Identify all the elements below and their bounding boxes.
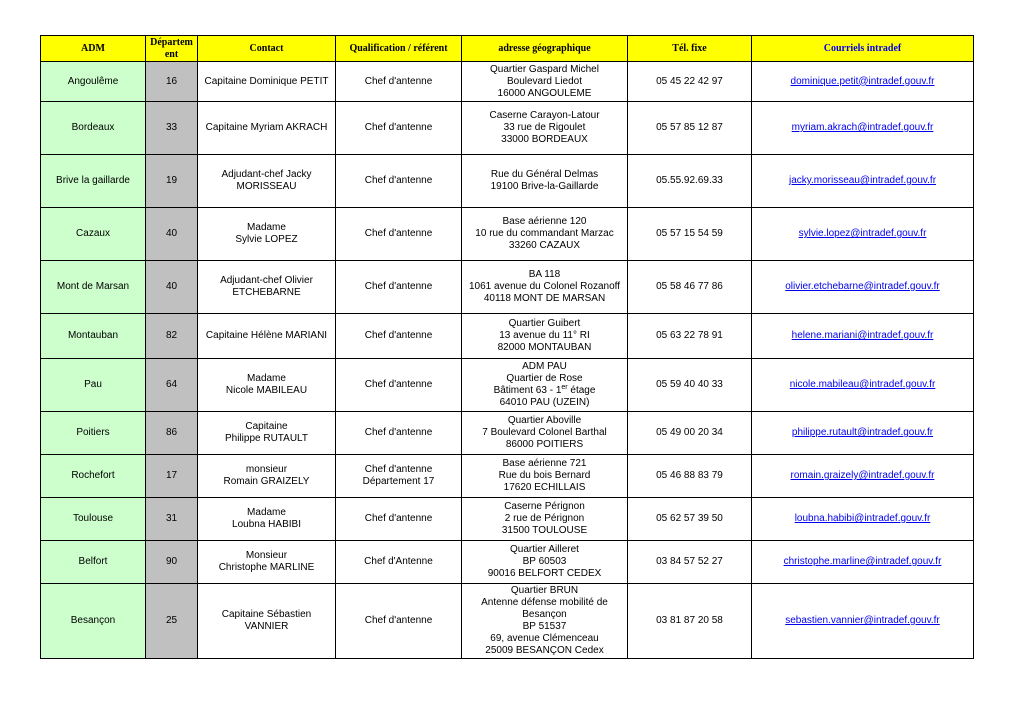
contact-line: Capitaine Myriam AKRACH	[205, 122, 328, 133]
contact-cell	[198, 584, 336, 659]
departement-cell: 17	[146, 455, 198, 498]
email-cell	[752, 261, 974, 314]
address-line: 13 avenue du 11° RI	[499, 330, 590, 341]
contact-cell	[198, 102, 336, 155]
address-cell	[462, 412, 628, 455]
email-cell	[752, 102, 974, 155]
qualification-line: Chef d'antenne	[364, 513, 433, 524]
address-line: Antenne défense mobilité de	[481, 597, 608, 608]
departement-cell: 33	[146, 102, 198, 155]
address-line: 33 rue de Rigoulet	[503, 122, 586, 133]
phone-cell: 03 84 57 52 27	[628, 541, 752, 584]
contact-line: Capitaine Sébastien	[221, 609, 312, 620]
contact-line: Nicole MABILEAU	[225, 385, 308, 396]
contact-line: Sylvie LOPEZ	[235, 234, 298, 245]
email-link[interactable]: olivier.etchebarne@intradef.gouv.fr	[785, 281, 940, 292]
contact-line: Adjudant-chef Olivier	[220, 275, 313, 286]
address-cell	[462, 455, 628, 498]
phone-cell: 05 63 22 78 91	[628, 314, 752, 359]
adm-cell: Angoulême	[41, 62, 146, 102]
table-row	[41, 261, 974, 314]
contact-line: VANNIER	[244, 621, 289, 632]
address-line: 40118 MONT DE MARSAN	[483, 293, 606, 304]
table-row	[41, 314, 974, 359]
header-adm: ADM	[41, 36, 146, 62]
address-cell	[462, 359, 628, 412]
email-cell	[752, 412, 974, 455]
address-line: Quartier Guibert	[508, 318, 581, 329]
contact-line: Monsieur	[245, 550, 288, 561]
contacts-table	[40, 35, 974, 659]
qualification-cell	[336, 455, 462, 498]
address-cell	[462, 584, 628, 659]
email-link[interactable]: helene.mariani@intradef.gouv.fr	[791, 330, 934, 341]
qualification-line: Chef d'antenne	[364, 175, 433, 186]
table-row	[41, 102, 974, 155]
departement-cell: 82	[146, 314, 198, 359]
qualification-cell	[336, 62, 462, 102]
contact-cell	[198, 208, 336, 261]
phone-cell: 05 58 46 77 86	[628, 261, 752, 314]
adm-cell: Toulouse	[41, 498, 146, 541]
adm-cell: Mont de Marsan	[41, 261, 146, 314]
address-line: 2 rue de Pérignon	[504, 513, 585, 524]
email-cell	[752, 359, 974, 412]
qualification-cell	[336, 314, 462, 359]
address-line: 33260 CAZAUX	[508, 240, 581, 251]
adm-cell: Brive la gaillarde	[41, 155, 146, 208]
email-link[interactable]: dominique.petit@intradef.gouv.fr	[790, 75, 935, 87]
contact-line: Capitaine	[245, 421, 288, 432]
phone-cell: 05 45 22 42 97	[628, 62, 752, 102]
contact-cell	[198, 359, 336, 412]
address-line: 10 rue du commandant Marzac	[475, 228, 614, 239]
qualification-line: Chef d'antenne	[364, 379, 433, 390]
contact-cell	[198, 412, 336, 455]
address-line: 19100 Brive-la-Gaillarde	[490, 181, 599, 192]
phone-cell: 05 46 88 83 79	[628, 455, 752, 498]
adm-cell: Montauban	[41, 314, 146, 359]
address-line: BA 118	[528, 269, 561, 280]
contact-line: Loubna HABIBI	[232, 519, 301, 530]
contact-cell	[198, 62, 336, 102]
departement-cell: 64	[146, 359, 198, 412]
email-link[interactable]: philippe.rutault@intradef.gouv.fr	[791, 427, 934, 438]
address-line: Caserne Pérignon	[504, 501, 585, 512]
address-cell	[462, 208, 628, 261]
contact-line: Madame	[247, 507, 286, 518]
address-line: Caserne Carayon-Latour	[489, 110, 600, 121]
address-line: Rue du Général Delmas	[490, 169, 599, 180]
email-cell	[752, 541, 974, 584]
qualification-cell	[336, 208, 462, 261]
contact-line: ETCHEBARNE	[232, 287, 301, 298]
address-line: Boulevard Liedot	[506, 75, 583, 87]
phone-cell: 05 62 57 39 50	[628, 498, 752, 541]
contact-cell	[198, 261, 336, 314]
qualification-cell	[336, 541, 462, 584]
header-address: adresse géographique	[462, 36, 628, 62]
address-cell	[462, 314, 628, 359]
address-line: Quartier Gaspard Michel	[490, 63, 599, 75]
contact-cell	[198, 541, 336, 584]
table-row	[41, 359, 974, 412]
address-line: 90016 BELFORT CEDEX	[487, 568, 602, 579]
header-email: Courriels intradef	[752, 36, 974, 62]
address-cell	[462, 62, 628, 102]
phone-cell: 03 81 87 20 58	[628, 584, 752, 659]
address-cell	[462, 498, 628, 541]
email-link[interactable]: sylvie.lopez@intradef.gouv.fr	[798, 228, 927, 239]
table-row	[41, 541, 974, 584]
departement-cell: 40	[146, 208, 198, 261]
adm-cell: Belfort	[41, 541, 146, 584]
qualification-line: Chef d'antenne	[364, 464, 433, 475]
table-row	[41, 412, 974, 455]
address-line: 82000 MONTAUBAN	[497, 342, 592, 353]
adm-cell: Bordeaux	[41, 102, 146, 155]
phone-cell: 05 49 00 20 34	[628, 412, 752, 455]
qualification-line: Chef d'antenne	[364, 615, 433, 626]
contact-line: Philippe RUTAULT	[225, 433, 308, 444]
departement-cell: 40	[146, 261, 198, 314]
qualification-line: Chef d'antenne	[364, 281, 433, 292]
departement-cell: 19	[146, 155, 198, 208]
qualification-cell	[336, 102, 462, 155]
address-cell	[462, 541, 628, 584]
address-line: Bâtiment 63 - 1er étage	[493, 384, 596, 396]
table-row	[41, 155, 974, 208]
address-line: Rue du bois Bernard	[498, 470, 591, 481]
contact-line: Madame	[247, 373, 286, 384]
header-phone: Tél. fixe	[628, 36, 752, 62]
qualification-line: Chef d'antenne	[364, 122, 433, 133]
departement-cell: 16	[146, 62, 198, 102]
address-line: Quartier de Rose	[506, 373, 583, 384]
address-line: Quartier BRUN	[510, 585, 579, 596]
address-line: 31500 TOULOUSE	[501, 525, 588, 536]
adm-cell: Poitiers	[41, 412, 146, 455]
contact-line: MORISSEAU	[236, 181, 297, 192]
address-line: 1061 avenue du Colonel Rozanoff	[468, 281, 621, 292]
address-line: Besançon	[522, 609, 567, 620]
email-cell	[752, 62, 974, 102]
departement-cell: 90	[146, 541, 198, 584]
email-link[interactable]: romain.graizely@intradef.gouv.fr	[790, 470, 935, 481]
qualification-cell	[336, 261, 462, 314]
phone-cell: 05 57 15 54 59	[628, 208, 752, 261]
contact-cell	[198, 155, 336, 208]
table-row	[41, 208, 974, 261]
email-link[interactable]: sebastien.vannier@intradef.gouv.fr	[785, 615, 940, 626]
qualification-line: Chef d'antenne	[364, 228, 433, 239]
header-row	[41, 36, 974, 62]
contact-line: Madame	[247, 222, 286, 233]
email-link[interactable]: myriam.akrach@intradef.gouv.fr	[791, 122, 934, 133]
address-line: 69, avenue Clémenceau	[490, 633, 599, 644]
header-contact: Contact	[198, 36, 336, 62]
address-line: BP 51537	[522, 621, 567, 632]
table-row	[41, 584, 974, 659]
contact-cell	[198, 498, 336, 541]
qualification-cell	[336, 359, 462, 412]
email-cell	[752, 314, 974, 359]
email-link[interactable]: jacky.morisseau@intradef.gouv.fr	[788, 175, 937, 186]
address-line: 17620 ECHILLAIS	[503, 482, 586, 493]
address-line: 25009 BESANÇON Cedex	[485, 645, 604, 656]
qualification-line: Département 17	[362, 476, 435, 487]
address-line: Base aérienne 120	[502, 216, 587, 227]
qualification-line: Chef d'antenne	[364, 330, 433, 341]
header-departement-text: Département	[150, 36, 193, 60]
email-cell	[752, 208, 974, 261]
header-qualification: Qualification / référent	[336, 36, 462, 62]
contact-line: Christophe MARLINE	[218, 562, 315, 573]
qualification-cell	[336, 498, 462, 541]
qualification-line: Chef d'Antenne	[364, 556, 433, 567]
departement-cell: 25	[146, 584, 198, 659]
table-row	[41, 62, 974, 102]
address-cell	[462, 102, 628, 155]
email-link[interactable]: nicole.mabileau@intradef.gouv.fr	[789, 379, 936, 390]
departement-cell: 31	[146, 498, 198, 541]
phone-cell: 05.55.92.69.33	[628, 155, 752, 208]
address-line: BP 60503	[522, 556, 567, 567]
address-cell	[462, 155, 628, 208]
address-line: 64010 PAU (UZEIN)	[499, 397, 590, 408]
adm-cell: Rochefort	[41, 455, 146, 498]
contact-cell	[198, 314, 336, 359]
contact-line: Capitaine Hélène MARIANI	[205, 330, 328, 341]
address-line: ADM PAU	[522, 361, 567, 372]
email-cell	[752, 584, 974, 659]
departement-cell: 86	[146, 412, 198, 455]
address-line: Quartier Ailleret	[510, 544, 579, 555]
address-line: Base aérienne 721	[502, 458, 587, 469]
qualification-cell	[336, 155, 462, 208]
table-row	[41, 455, 974, 498]
qualification-cell	[336, 584, 462, 659]
address-cell	[462, 261, 628, 314]
adm-cell: Besançon	[41, 584, 146, 659]
email-cell	[752, 155, 974, 208]
contact-line: monsieur	[245, 464, 288, 475]
contact-line: Romain GRAIZELY	[223, 476, 310, 487]
qualification-line: Chef d'antenne	[364, 427, 433, 438]
qualification-cell	[336, 412, 462, 455]
contact-cell	[198, 455, 336, 498]
phone-cell: 05 57 85 12 87	[628, 102, 752, 155]
table-body	[41, 62, 974, 659]
table-row	[41, 498, 974, 541]
header-departement	[146, 36, 198, 62]
contact-line: Capitaine Dominique PETIT	[204, 75, 329, 87]
phone-cell: 05 59 40 40 33	[628, 359, 752, 412]
address-line: 16000 ANGOULEME	[497, 87, 592, 99]
adm-cell: Pau	[41, 359, 146, 412]
contact-line: Adjudant-chef Jacky	[221, 169, 312, 180]
email-link[interactable]: christophe.marline@intradef.gouv.fr	[783, 556, 942, 567]
address-line: 7 Boulevard Colonel Barthal	[482, 427, 607, 438]
address-line: 33000 BORDEAUX	[501, 134, 588, 145]
adm-cell: Cazaux	[41, 208, 146, 261]
qualification-line: Chef d'antenne	[364, 75, 433, 87]
email-link[interactable]: loubna.habibi@intradef.gouv.fr	[794, 513, 931, 524]
address-line: Quartier Aboville	[507, 415, 582, 426]
address-line: 86000 POITIERS	[505, 439, 584, 450]
email-cell	[752, 455, 974, 498]
email-cell	[752, 498, 974, 541]
